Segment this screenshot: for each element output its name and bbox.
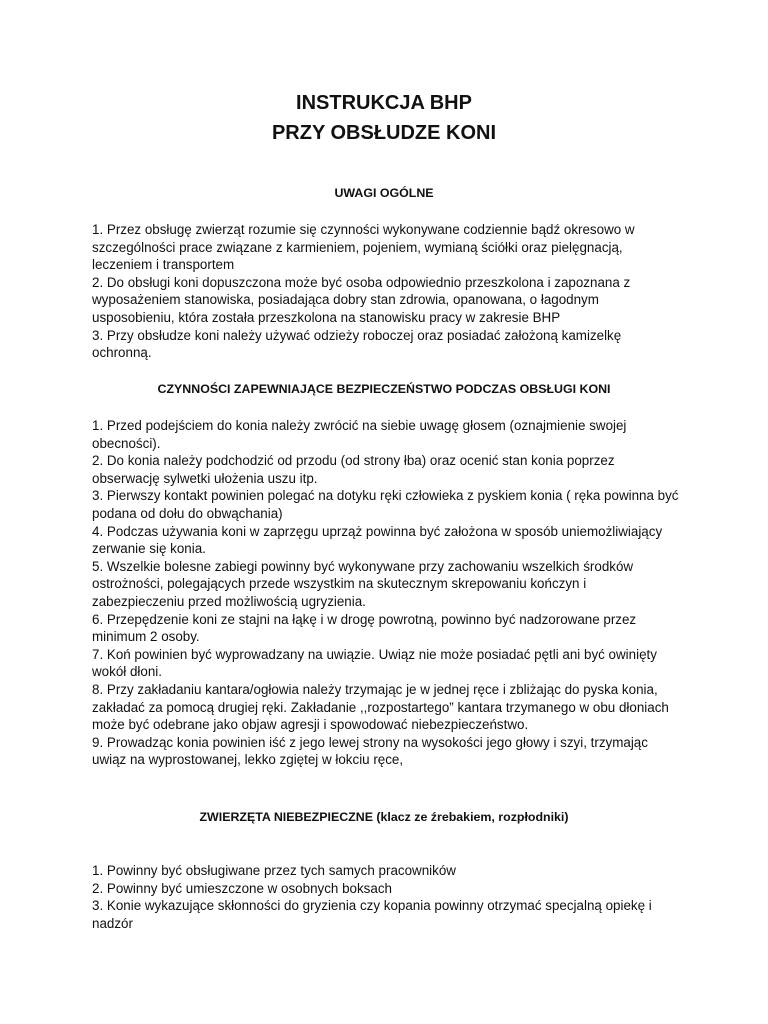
general-notes-list xyxy=(92,221,682,362)
dangerous-animals-list xyxy=(92,862,682,932)
list-item: 9. Prowadząc konia powinien iść z jego lewej strony na wysokości jego głowy i szyi, trzymając uwiąz na wyprostowanej, lekko zgiętej w łokciu ręce, xyxy=(92,734,648,768)
section-heading-safety-actions: CZYNNOŚCI ZAPEWNIAJĄCE BEZPIECZEŃSTWO PODCZAS OBSŁUGI KONI xyxy=(157,382,611,396)
list-item: 6. Przepędzenie koni ze stajni na łąkę i w drogę powrotną, powinno być nadzorowane przez minimum 2 osoby. xyxy=(92,611,637,645)
list-item: 1. Przed podejściem do konia należy zwrócić na siebie uwagę głosem (oznajmienie swojej obecności). xyxy=(92,418,627,451)
list-item: 2. Powinny być umieszczone w osobnych boksach xyxy=(92,880,392,896)
list-item: 3. Pierwszy kontakt powinien polegać na dotyku ręki człowieka z pyskiem konia ( ręka powinna być podana od dołu do obwąchania) xyxy=(92,488,679,521)
list-item: 2. Do obsługi koni dopuszczona może być osoba odpowiednio przeszkolona i zapoznana z wyposażeniem stanowiska, posiadająca dobry stan zdrowia, opanowana, o łagodnym usposobieniu, która została przeszkolona na stanowisku pracy w zakresie BHP xyxy=(92,274,631,325)
title-line-2: PRZY OBSŁUDZE KONI xyxy=(271,122,497,144)
list-item: 3. Przy obsłudze koni należy używać odzieży roboczej oraz posiadać założoną kamizelkę ochronną. xyxy=(92,327,622,361)
title-line-1: INSTRUKCJA BHP xyxy=(296,92,472,114)
list-item: 5. Wszelkie bolesne zabiegi powinny być wykonywane przy zachowaniu wszelkich środków ostrożności, polegających przede wszystkim na skutecznym skrepowaniu kończyn i zabezpieczeniu przed możliwością ugryzienia. xyxy=(92,558,634,609)
list-item: 8. Przy zakładaniu kantara/ogłowia należy trzymając je w jednej ręce i zbliżając do pyska konia, zakładać za pomocą drugiej ręki. Zakładanie ,,rozpostartego” kantara trzymanego w obu dłoniach może być odebrane jako objaw agresji i spowodować niebezpieczeństwo. xyxy=(92,681,669,733)
section-heading-general-notes: UWAGI OGÓLNE xyxy=(334,186,434,200)
list-item: 1. Przez obsługę zwierząt rozumie się czynności wykonywane codziennie bądź okresowo w szczególności prace związane z karmieniem, pojeniem, wymianą ściółki oraz pielęgnacją, leczeniem i transportem xyxy=(92,222,635,273)
section-heading-dangerous-animals: ZWIERZĘTA NIEBEZPIECZNE (klacz ze źrebakiem, rozpłodniki) xyxy=(199,810,569,824)
list-item: 1. Powinny być obsługiwane przez tych samych pracowników xyxy=(92,863,456,878)
list-item: 7. Koń powinien być wyprowadzany na uwiązie. Uwiąz nie może posiadać pętli ani być owinięty wokół dłoni. xyxy=(92,646,657,680)
list-item: 4. Podczas używania koni w zaprzęgu uprząż powinna być założona w sposób uniemożliwiający zerwanie się konia. xyxy=(92,523,663,557)
list-item: 3. Konie wykazujące skłonności do gryzienia czy kopania powinny otrzymać specjalną opiekę i nadzór xyxy=(92,898,652,931)
list-item: 2. Do konia należy podchodzić od przodu (od strony łba) oraz ocenić stan konia poprzez obserwację sylwetki ułożenia uszu itp. xyxy=(92,453,615,486)
document-title xyxy=(0,88,768,148)
safety-actions-list xyxy=(92,417,682,769)
